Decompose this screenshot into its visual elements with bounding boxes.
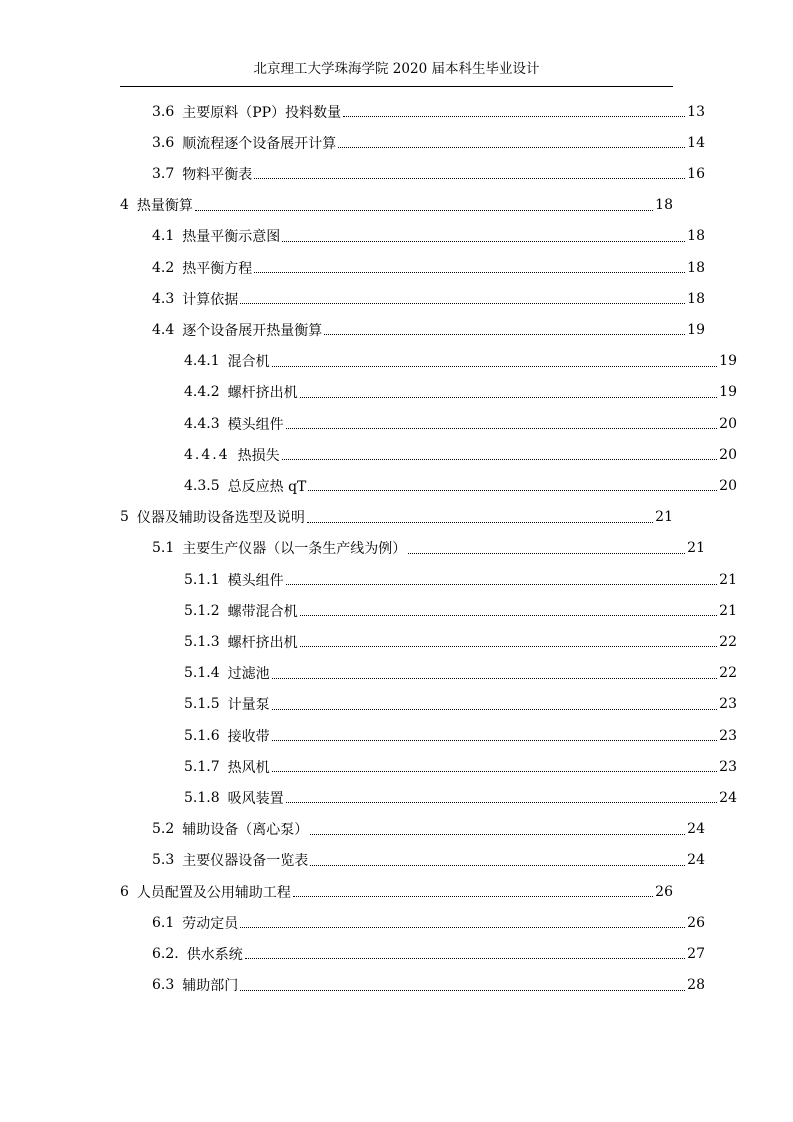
- toc-entry-page-number: 22: [719, 633, 737, 650]
- toc-entry-page-number: 21: [687, 540, 705, 557]
- toc-leader-dots: [272, 771, 718, 772]
- toc-leader-dots: [300, 397, 718, 398]
- toc-entry[interactable]: [120, 439, 737, 470]
- toc-entry[interactable]: [120, 377, 737, 408]
- toc-leader-dots: [286, 802, 718, 803]
- toc-entry[interactable]: [120, 127, 705, 158]
- toc-entry-number: 5.3: [152, 852, 175, 869]
- toc-entry-number: 4.4.2: [184, 384, 220, 401]
- toc-entry-number: 5.1.6: [184, 727, 220, 744]
- toc-leader-dots: [286, 584, 718, 585]
- toc-entry-number: 5: [120, 509, 129, 526]
- toc-entry-page-number: 18: [687, 290, 705, 307]
- toc-entry-title: 吸风装置: [227, 790, 284, 807]
- toc-entry[interactable]: [120, 876, 673, 907]
- toc-leader-dots: [286, 428, 718, 429]
- toc-entry[interactable]: [120, 564, 737, 595]
- toc-entry[interactable]: [120, 96, 705, 127]
- toc-entry-number: 3.6: [152, 134, 175, 151]
- toc-entry[interactable]: [120, 502, 673, 533]
- toc-entry-title: 热量衡算: [136, 198, 193, 215]
- header-rule: [120, 86, 673, 87]
- toc-entry[interactable]: [120, 408, 737, 439]
- toc-entry-title: 模头组件: [227, 416, 284, 433]
- toc-entry-page-number: 20: [719, 415, 737, 432]
- toc-entry-page-number: 19: [719, 353, 737, 370]
- toc-entry-page-number: 24: [687, 821, 705, 838]
- toc-entry-page-number: 26: [687, 914, 705, 931]
- toc-entry-number: 5.1.7: [184, 758, 220, 775]
- toc-leader-dots: [254, 178, 685, 179]
- toc-entry-title: 计算依据: [182, 291, 239, 308]
- toc-entry-title: 螺杆挤出机: [227, 634, 298, 651]
- toc-entry-title: 热风机: [227, 759, 270, 776]
- toc-entry-number: 4: [120, 197, 129, 214]
- toc-entry[interactable]: [120, 595, 737, 626]
- toc-entry[interactable]: [120, 346, 737, 377]
- toc-entry-page-number: 18: [655, 197, 673, 214]
- toc-entry-page-number: 24: [687, 852, 705, 869]
- toc-entry-title: 过滤池: [227, 666, 270, 683]
- toc-leader-dots: [272, 709, 718, 710]
- toc-entry-title: 热损失: [237, 447, 280, 464]
- toc-leader-dots: [272, 678, 718, 679]
- toc-entry[interactable]: [120, 190, 673, 221]
- toc-entry-page-number: 14: [687, 134, 705, 151]
- toc-entry-number: 6.2.: [152, 945, 179, 962]
- toc-entry-number: 6.1: [152, 914, 175, 931]
- toc-entry-page-number: 13: [687, 103, 705, 120]
- toc-entry-title: 逐个设备展开热量衡算: [182, 322, 323, 339]
- toc-entry-title: 顺流程逐个设备展开计算: [182, 135, 337, 152]
- toc-entry-title: 辅助部门: [182, 978, 239, 995]
- toc-entry[interactable]: [120, 470, 737, 501]
- toc-entry-page-number: 16: [687, 165, 705, 182]
- toc-entry-number: 5.1.8: [184, 789, 220, 806]
- toc-leader-dots: [310, 865, 685, 866]
- toc-entry[interactable]: [120, 845, 705, 876]
- toc-entry-number: 6: [120, 883, 129, 900]
- toc-entry-number: 5.1.1: [184, 571, 220, 588]
- toc-entry-title: 总反应热 qT: [227, 478, 307, 495]
- toc-leader-dots: [308, 490, 717, 491]
- toc-entry-number: 4.2: [152, 259, 175, 276]
- toc-leader-dots: [310, 834, 685, 835]
- toc-entry-number: 4.4.4: [184, 446, 230, 463]
- toc-leader-dots: [254, 272, 685, 273]
- toc-entry-title: 供水系统: [186, 946, 243, 963]
- toc-leader-dots: [324, 334, 685, 335]
- toc-entry[interactable]: [120, 720, 737, 751]
- toc-entry-title: 螺带混合机: [227, 603, 298, 620]
- toc-entry-page-number: 19: [719, 384, 737, 401]
- toc-leader-dots: [240, 303, 685, 304]
- toc-entry-number: 4.3.5: [184, 477, 220, 494]
- toc-entry-title: 主要仪器设备一览表: [182, 853, 309, 870]
- toc-entry-number: 4.3: [152, 290, 175, 307]
- toc-entry[interactable]: [120, 689, 737, 720]
- toc-leader-dots: [240, 990, 685, 991]
- toc-entry[interactable]: [120, 626, 737, 657]
- toc-entry[interactable]: [120, 970, 705, 1001]
- toc-entry[interactable]: [120, 938, 705, 969]
- toc-entry-title: 劳动定员: [182, 915, 239, 932]
- toc-entry-page-number: 21: [655, 509, 673, 526]
- toc-entry-number: 5.1: [152, 540, 175, 557]
- toc-entry-title: 螺杆挤出机: [227, 385, 298, 402]
- toc-entry-number: 4.4.3: [184, 415, 220, 432]
- toc-entry[interactable]: [120, 782, 737, 813]
- toc-leader-dots: [293, 896, 653, 897]
- toc-entry[interactable]: [120, 907, 705, 938]
- toc-entry-page-number: 23: [719, 727, 737, 744]
- toc-entry[interactable]: [120, 283, 705, 314]
- page-header: 北京理工大学珠海学院 2020 届本科生毕业设计: [253, 61, 540, 77]
- toc-entry-page-number: 20: [719, 446, 737, 463]
- toc-leader-dots: [272, 366, 718, 367]
- toc-entry[interactable]: [120, 158, 705, 189]
- toc-entry-page-number: 18: [687, 259, 705, 276]
- toc-entry-page-number: 28: [687, 977, 705, 994]
- toc-entry-title: 物料平衡表: [182, 166, 253, 183]
- toc-entry-title: 辅助设备（离心泵）: [182, 822, 309, 839]
- toc-entry-number: 5.1.3: [184, 633, 220, 650]
- toc-leader-dots: [240, 927, 685, 928]
- toc-entry-page-number: 21: [719, 571, 737, 588]
- toc-entry[interactable]: [120, 221, 705, 252]
- toc-entry[interactable]: [120, 658, 737, 689]
- toc-leader-dots: [343, 116, 685, 117]
- toc-entry-page-number: 23: [719, 758, 737, 775]
- toc-entry[interactable]: [120, 751, 737, 782]
- toc-entry-number: 5.1.5: [184, 696, 220, 713]
- toc-entry-number: 6.3: [152, 977, 175, 994]
- toc-entry-number: 5.1.2: [184, 602, 220, 619]
- toc-entry-page-number: 19: [687, 321, 705, 338]
- toc-leader-dots: [195, 210, 653, 211]
- toc-entry-number: 5.2: [152, 821, 175, 838]
- toc-entry-title: 热平衡方程: [182, 260, 253, 277]
- toc-entry[interactable]: [120, 533, 705, 564]
- toc-entry-page-number: 22: [719, 665, 737, 682]
- toc-entry-number: 5.1.4: [184, 665, 220, 682]
- toc-entry[interactable]: [120, 314, 705, 345]
- toc-leader-dots: [300, 646, 718, 647]
- toc-leader-dots: [408, 553, 685, 554]
- toc-entry-title: 主要生产仪器（以一条生产线为例）: [182, 541, 407, 558]
- toc-entry-number: 3.7: [152, 165, 175, 182]
- toc-entry-title: 热量平衡示意图: [182, 229, 281, 246]
- toc-entry-title: 接收带: [227, 728, 270, 745]
- toc-entry[interactable]: [120, 252, 705, 283]
- toc-entry[interactable]: [120, 814, 705, 845]
- toc-entry-page-number: 24: [719, 789, 737, 806]
- toc-entry-page-number: 18: [687, 228, 705, 245]
- toc-entry-title: 计量泵: [227, 697, 270, 714]
- toc-entry-number: 4.4.1: [184, 353, 220, 370]
- toc-entry-title: 主要原料（PP）投料数量: [182, 104, 342, 121]
- toc-leader-dots: [282, 459, 718, 460]
- toc-leader-dots: [307, 522, 653, 523]
- toc-entry-page-number: 26: [655, 883, 673, 900]
- toc-leader-dots: [338, 147, 685, 148]
- toc-entry-number: 4.1: [152, 228, 175, 245]
- toc-entry-page-number: 23: [719, 696, 737, 713]
- toc-leader-dots: [245, 958, 685, 959]
- toc-entry-number: 3.6: [152, 103, 175, 120]
- toc-leader-dots: [272, 740, 718, 741]
- toc-entry-title: 模头组件: [227, 572, 284, 589]
- toc-entry-page-number: 20: [719, 477, 737, 494]
- toc-leader-dots: [282, 241, 685, 242]
- toc-entry-number: 4.4: [152, 321, 175, 338]
- toc-entry-page-number: 21: [719, 602, 737, 619]
- toc-entry-page-number: 27: [687, 945, 705, 962]
- toc-entry-title: 人员配置及公用辅助工程: [136, 884, 291, 901]
- toc-entry-title: 仪器及辅助设备选型及说明: [136, 510, 305, 527]
- toc-leader-dots: [300, 615, 718, 616]
- toc-entry-title: 混合机: [227, 354, 270, 371]
